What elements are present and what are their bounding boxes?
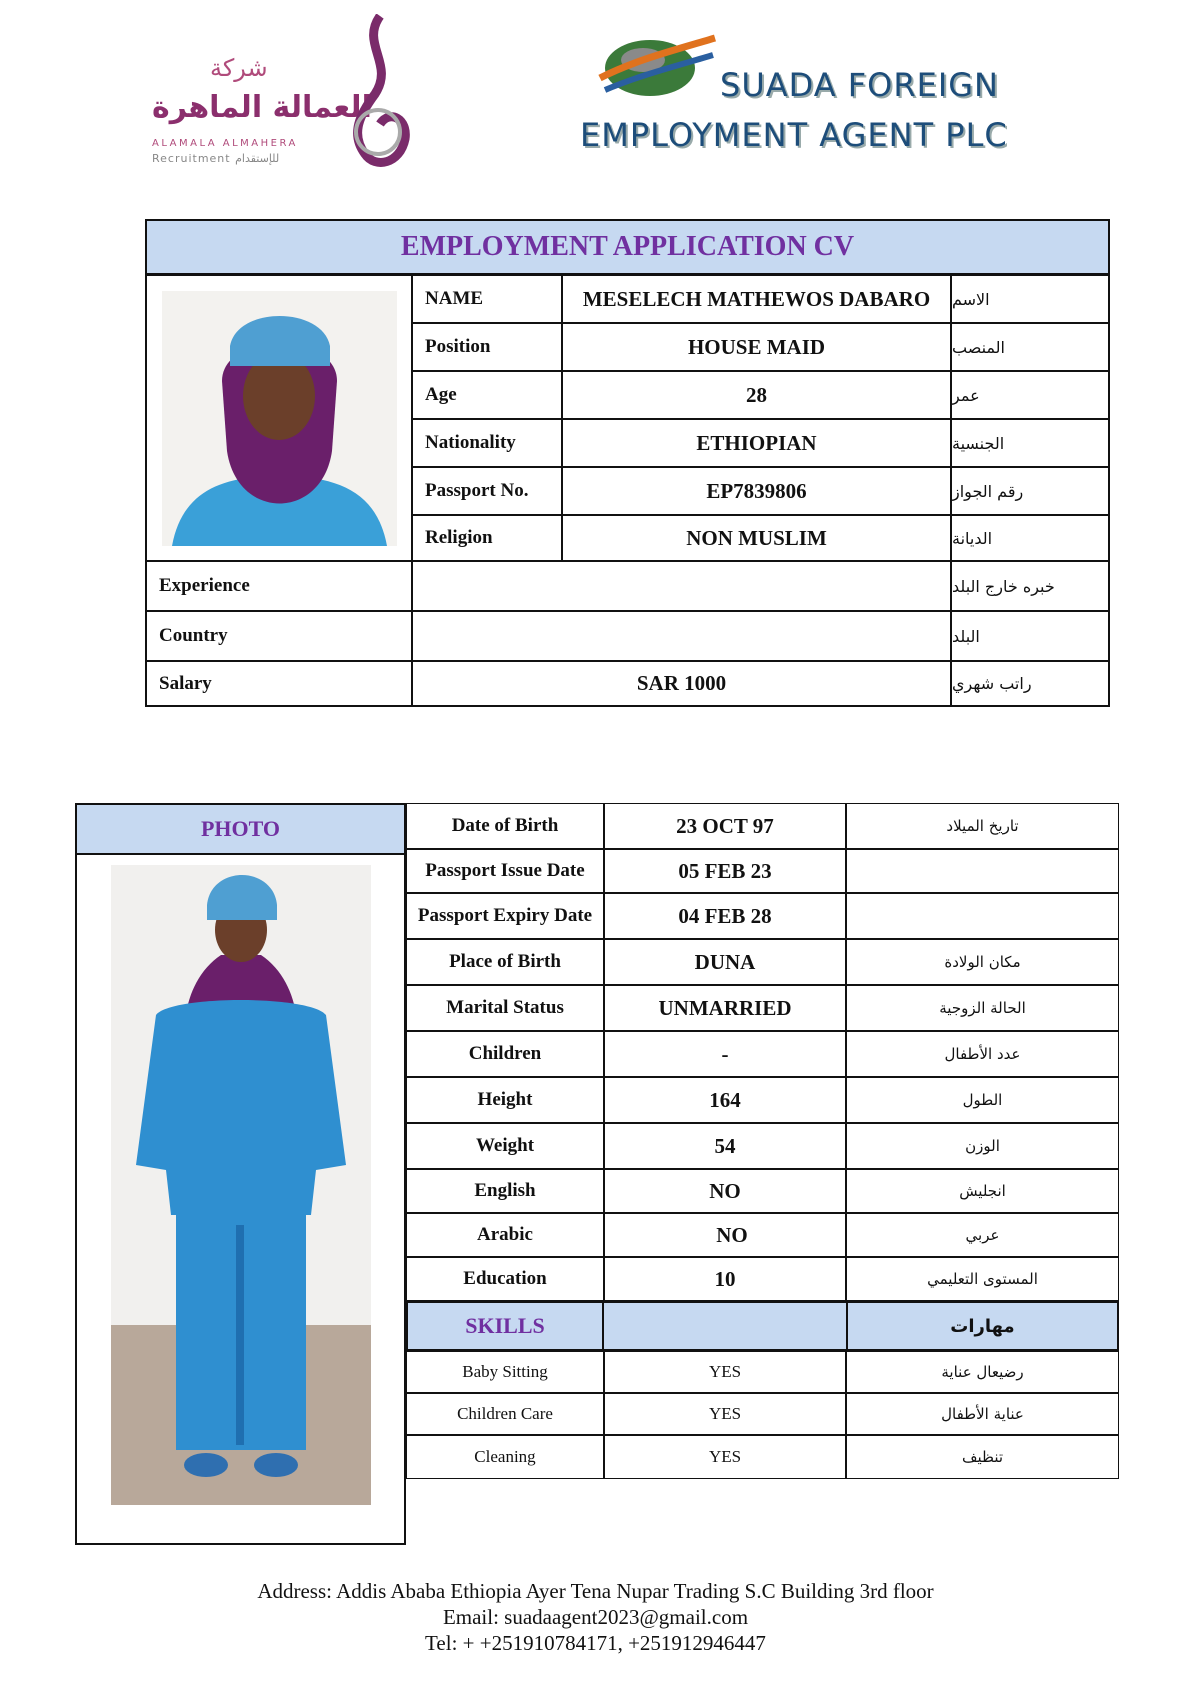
company-name-line2: EMPLOYMENT AGENT PLC bbox=[580, 116, 1008, 154]
cv-summary-table bbox=[145, 219, 1110, 707]
religion-label: Religion bbox=[412, 515, 562, 561]
dob-arabic-label: تاريخ الميلاد bbox=[846, 803, 1119, 849]
marital-status-label: Marital Status bbox=[406, 985, 604, 1031]
passport-no-value: EP7839806 bbox=[562, 467, 951, 515]
skill-arabic-label: رضيعال عناية bbox=[846, 1351, 1119, 1393]
full-body-photo bbox=[111, 865, 371, 1505]
skill-arabic-label: عناية الأطفال bbox=[846, 1393, 1119, 1435]
experience-value bbox=[412, 561, 951, 611]
skills-header-blank bbox=[604, 1301, 846, 1351]
skill-label: Cleaning bbox=[406, 1435, 604, 1479]
passport-no-arabic-label: رقم الجواز bbox=[951, 467, 1108, 515]
place-of-birth-label: Place of Birth bbox=[406, 939, 604, 985]
height-label: Height bbox=[406, 1077, 604, 1123]
salary-arabic-label: راتب شهري bbox=[951, 661, 1108, 705]
weight-arabic-label: الوزن bbox=[846, 1123, 1119, 1169]
experience-label: Experience bbox=[147, 561, 412, 611]
english-value: NO bbox=[604, 1169, 846, 1213]
arabic-label: Arabic bbox=[406, 1213, 604, 1257]
portrait-photo-cell bbox=[147, 275, 412, 561]
name-arabic-label: الاسم bbox=[951, 275, 1108, 323]
position-arabic-label: المنصب bbox=[951, 323, 1108, 371]
calligraphy-emblem-icon bbox=[340, 14, 410, 174]
skill-arabic-label: تنظيف bbox=[846, 1435, 1119, 1479]
alamala-almahera-logo bbox=[140, 14, 410, 174]
salary-label: Salary bbox=[147, 661, 412, 705]
dob-value: 23 OCT 97 bbox=[604, 803, 846, 849]
arabic-value: NO bbox=[604, 1213, 846, 1257]
nationality-label: Nationality bbox=[412, 419, 562, 467]
religion-arabic-label: الديانة bbox=[951, 515, 1108, 561]
passport-issue-label: Passport Issue Date bbox=[406, 849, 604, 893]
english-arabic-label: انجليش bbox=[846, 1169, 1119, 1213]
passport-expiry-arabic-label bbox=[846, 893, 1119, 939]
portrait-photo bbox=[162, 291, 397, 546]
age-label: Age bbox=[412, 371, 562, 419]
name-value: MESELECH MATHEWOS DABARO bbox=[562, 275, 951, 323]
skill-value: YES bbox=[604, 1435, 846, 1479]
place-of-birth-arabic-label: مكان الولادة bbox=[846, 939, 1119, 985]
photo-header: PHOTO bbox=[75, 803, 406, 855]
country-value bbox=[412, 611, 951, 661]
passport-expiry-label: Passport Expiry Date bbox=[406, 893, 604, 939]
position-label: Position bbox=[412, 323, 562, 371]
passport-issue-value: 05 FEB 23 bbox=[604, 849, 846, 893]
children-value: - bbox=[604, 1031, 846, 1077]
passport-expiry-value: 04 FEB 28 bbox=[604, 893, 846, 939]
footer-address: Address: Addis Ababa Ethiopia Ayer Tena Nupar Trading S.C Building 3rd floor bbox=[257, 1579, 934, 1603]
logo-english-name: ALAMALA ALMAHERA bbox=[152, 138, 298, 149]
weight-label: Weight bbox=[406, 1123, 604, 1169]
skill-label: Children Care bbox=[406, 1393, 604, 1435]
salary-value: SAR 1000 bbox=[412, 661, 951, 705]
full-body-photo-cell bbox=[75, 855, 406, 1545]
name-label: NAME bbox=[412, 275, 562, 323]
personal-details-table bbox=[75, 803, 1119, 1545]
age-value: 28 bbox=[562, 371, 951, 419]
footer-email: Email: suadaagent2023@gmail.com bbox=[442, 1605, 749, 1629]
nationality-value: ETHIOPIAN bbox=[562, 419, 951, 467]
logo-arabic-name: العمالة الماهرة bbox=[152, 90, 372, 125]
position-value: HOUSE MAID bbox=[562, 323, 951, 371]
skills-header: SKILLS bbox=[406, 1301, 604, 1351]
footer-tel: Tel: + +251910784171, +251912946447 bbox=[425, 1631, 766, 1655]
skills-header-arabic: مهارات bbox=[846, 1301, 1119, 1351]
skill-value: YES bbox=[604, 1351, 846, 1393]
cv-title: EMPLOYMENT APPLICATION CV bbox=[147, 221, 1108, 275]
place-of-birth-value: DUNA bbox=[604, 939, 846, 985]
height-value: 164 bbox=[604, 1077, 846, 1123]
marital-status-value: UNMARRIED bbox=[604, 985, 846, 1031]
children-label: Children bbox=[406, 1031, 604, 1077]
passport-issue-arabic-label bbox=[846, 849, 1119, 893]
education-label: Education bbox=[406, 1257, 604, 1301]
experience-arabic-label: خبره خارج البلد bbox=[951, 561, 1108, 611]
company-name-line1: SUADA FOREIGN bbox=[720, 66, 999, 104]
logo-arabic-company: شركة bbox=[210, 54, 268, 82]
marital-status-arabic-label: الحالة الزوجية bbox=[846, 985, 1119, 1031]
passport-no-label: Passport No. bbox=[412, 467, 562, 515]
religion-value: NON MUSLIM bbox=[562, 515, 951, 561]
nationality-arabic-label: الجنسية bbox=[951, 419, 1108, 467]
english-label: English bbox=[406, 1169, 604, 1213]
skill-value: YES bbox=[604, 1393, 846, 1435]
age-arabic-label: عمر bbox=[951, 371, 1108, 419]
weight-value: 54 bbox=[604, 1123, 846, 1169]
education-value: 10 bbox=[604, 1257, 846, 1301]
globe-logo-icon bbox=[595, 30, 720, 100]
education-arabic-label: المستوى التعليمي bbox=[846, 1257, 1119, 1301]
children-arabic-label: عدد الأطفال bbox=[846, 1031, 1119, 1077]
country-label: Country bbox=[147, 611, 412, 661]
skill-label: Baby Sitting bbox=[406, 1351, 604, 1393]
dob-label: Date of Birth bbox=[406, 803, 604, 849]
footer-contact bbox=[0, 1578, 1191, 1656]
arabic-arabic-label: عربي bbox=[846, 1213, 1119, 1257]
logo-english-sub: Recruitment للإستقدام bbox=[152, 152, 280, 165]
height-arabic-label: الطول bbox=[846, 1077, 1119, 1123]
country-arabic-label: البلد bbox=[951, 611, 1108, 661]
